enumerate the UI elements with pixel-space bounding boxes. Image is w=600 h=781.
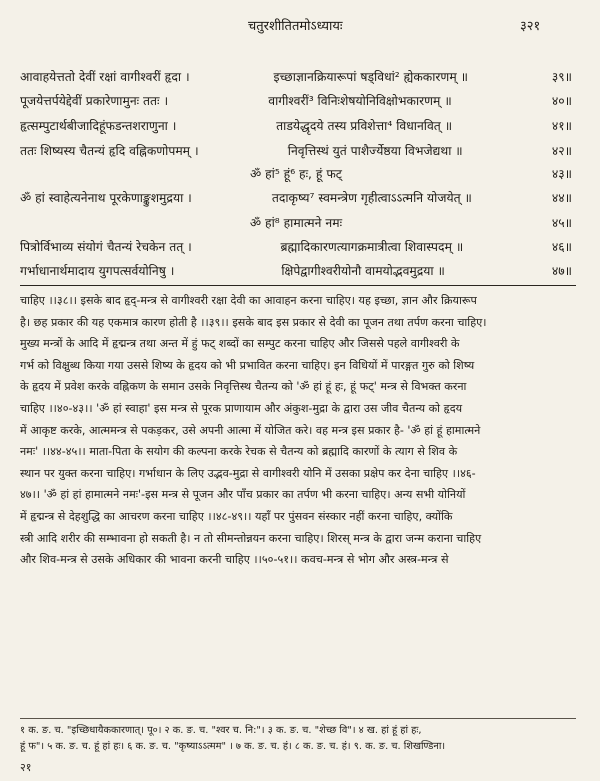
mantra-line	[20, 164, 572, 184]
verse-number: ४३॥	[551, 167, 572, 181]
verse-second-half: इच्छाज्ञानक्रियारूपां षड्विधां² ह्येककारणम् ॥	[273, 70, 468, 84]
verse-line	[20, 116, 572, 136]
verse-first-half: पित्रोर्विभाव्य संयोगं चैतन्यं रेचकेन तत् ।	[20, 240, 192, 254]
prose-line: नमः' ।।४४-४५।। माता-पिता के सयोग की कल्पना करके रेचक से चैतन्य को ब्रह्मादि कारणों के त्याग से शिव के	[20, 445, 458, 459]
verse-first-half: आवाहयेत्ततो देवीं रक्षां वागीश्वरीं हृदा ।	[20, 70, 190, 84]
verse-first-half: गर्भाधानार्थमादाय युगपत्सर्वयोनिषु ।	[20, 264, 175, 278]
prose-line: स्त्री आदि शरीर की सम्भावना हो सकती है। न तो सीमन्तोन्नयन करना चाहिए। शिरस् मन्त्र के द्वारा जन्म कराना चाहिए	[20, 531, 482, 545]
verse-first-half: हृत्सम्पुटार्थबीजादिहूंफडन्तशराणुना ।	[20, 119, 177, 133]
verse-line	[20, 188, 572, 208]
verse-line	[20, 261, 572, 281]
prose-line: है। छह प्रकार की यह एकमात्र कारण होती है ।।३९।। इसके बाद इस प्रकार से देवी का पूजन तथा तर्पण करना चाहिए।	[20, 315, 487, 329]
footnote-line: हूं फ"। ५ क. ङ. च. हूं हां हः। ६ क. ङ. च. "कृष्याऽऽत्मम" । ७ क. ङ. च. हं। ८ क. ङ. च. हं। ९. क. ङ. च. शिखण्डिना।	[20, 741, 446, 752]
translation-prose	[20, 290, 576, 571]
mantra-text: ॐ हां⁵ हूं⁶ हः, हूं फट्	[250, 167, 342, 181]
verse-first-half: पूजयेत्तर्पयेद्देवीं प्रकारेणामुनः ततः ।	[20, 94, 169, 108]
verse-second-half: ताडयेद्धृदये तस्य प्रविशेत्ता⁴ विधानवित् ॥	[276, 119, 453, 133]
page-number: ३२१	[520, 19, 541, 34]
footnote-line: १ क. ङ. च. "इच्छिधायैककारणात्। पू०। २ क. ङ. च. "श्वर च. नि:"। ३ क. ङ. च. "शेच्छ वि"। ४ ख. हां हूं हां हः,	[20, 725, 422, 736]
verse-number: ४४॥	[551, 191, 572, 205]
signature-mark: २१	[20, 761, 32, 774]
verse-line	[20, 91, 572, 111]
chapter-title: चतुरशीतितमोऽध्यायः	[248, 19, 343, 34]
prose-line: के हृदय में प्रवेश करके वह्निकण के समान उसके निवृत्तिस्थ चैतन्य को 'ॐ हां हूं हः, हूं फट्' मन्त्र से विभक्त करना	[20, 380, 467, 394]
verse-line	[20, 67, 572, 87]
verse-first-half: ॐ हां स्वाहेत्यनेनाथ पूरकेणाङ्कुशमुद्रया ।	[20, 191, 192, 205]
verse-number: ४५॥	[551, 216, 572, 230]
verse-line	[20, 141, 572, 161]
prose-line: गर्भ को विक्षुब्ध किया गया उससे शिष्य के हृदय को भी प्रभावित करना चाहिए। इन विधियों में पारङ्गत गुरु को शिष्य	[20, 358, 475, 372]
verse-number: ४२॥	[551, 144, 572, 158]
prose-line: चाहिए ।।४०-४३।। 'ॐ हां स्वाहा' इस मन्त्र से पूरक प्राणायाम और अंकुश-मुद्रा के द्वारा उस जीव चैतन्य को हृदय	[20, 401, 463, 415]
verse-number: ४०॥	[551, 94, 572, 108]
prose-line: चाहिए ।।३८।। इसके बाद हृद्-मन्त्र से वागीश्वरी रक्षा देवी का आवाहन करना चाहिए। यह इच्छा, ज्ञान और क्रियारूप	[20, 294, 477, 307]
prose-line: ४७।। 'ॐ हां हां हामात्मने नमः'-इस मन्त्र से पूजन और पाँच प्रकार का तर्पण भी करना चाहिए। अन्य सभी योनियों	[20, 488, 466, 502]
prose-line: में आकृष्ट करके, आत्ममन्त्र से पकड़कर, उसे अपनी आत्मा में योजित करे। वह मन्त्र इस प्रकार है- 'ॐ हां हूं हामात्मने	[20, 423, 481, 437]
prose-line: और शिव-मन्त्र से उसके अधिकार की भावना करनी चाहिए ।।५०-५१।। कवच-मन्त्र से भोग और अस्त्र-मन्त्र से	[20, 553, 449, 567]
footnote-divider	[20, 718, 576, 719]
verse-second-half: वागीश्वरीं³ विनिःशेषयोनिविक्षोभकारणम् ॥	[268, 94, 452, 108]
verse-prose-divider	[20, 285, 576, 286]
verse-second-half: क्षिपेद्वागीश्वरीयोनौ वामयोद्भवमुद्रया ॥	[281, 264, 445, 278]
verse-second-half: तदाकृष्य⁷ स्वमन्त्रेण गृहीत्वाऽऽत्मनि योजयेत् ॥	[271, 191, 472, 205]
mantra-text: ॐ हां⁸ हामात्मने नमः	[249, 216, 343, 230]
verse-number: ४७॥	[551, 264, 572, 278]
verse-number: ३९॥	[551, 70, 572, 84]
mantra-line	[20, 213, 572, 233]
verse-line	[20, 237, 572, 257]
verse-second-half: ब्रह्मादिकारणत्यागक्रमात्रीत्वा शिवास्पदम् ॥	[280, 240, 464, 254]
prose-line: मुख्य मन्त्रों के आदि में हृद्मन्त्र तथा अन्त में हुं फट् शब्दों का सम्पुट करना चाहिए और जिससे पहले वागीश्वरी के	[20, 337, 460, 351]
verse-second-half: निवृत्तिस्थं युतं पाशैर्ज्येष्ठया विभजेद्यथा ॥	[287, 144, 463, 158]
verse-number: ४६॥	[551, 240, 572, 254]
verse-first-half: ततः शिष्यस्य चैतन्यं हृदि वह्निकणोपमम् ।	[20, 144, 199, 158]
prose-line: स्थान पर युक्त करना चाहिए। गर्भाधान के लिए उद्भव-मुद्रा से वागीश्वरी योनि में उसका प्रक्षेप कर देना चाहिए ।।४६-	[20, 466, 476, 480]
verse-number: ४१॥	[551, 119, 572, 133]
prose-line: में हृद्मन्त्र से देहशुद्धि का आचरण करना चाहिए ।।४८-४९।। यहाँ पर पुंसवन संस्कार नहीं करना चाहिए, क्योंकि	[20, 509, 453, 523]
